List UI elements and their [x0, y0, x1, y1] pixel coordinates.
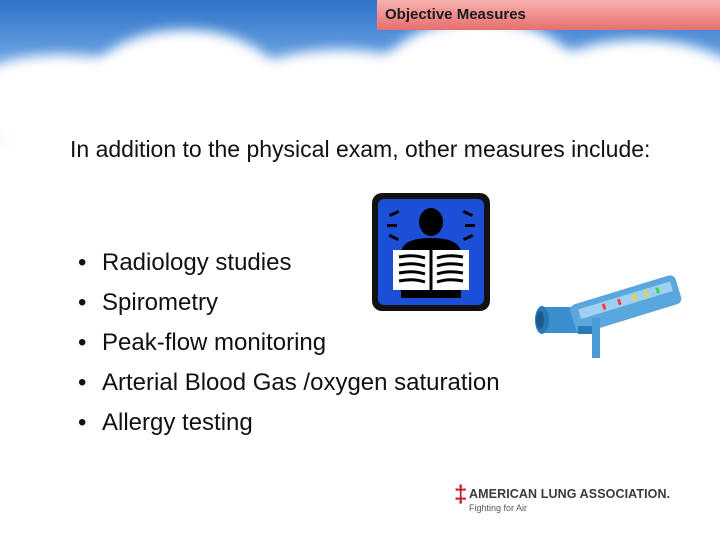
list-item: • Arterial Blood Gas /oxygen saturation	[78, 369, 500, 396]
logo-tagline: Fighting for Air	[469, 503, 528, 513]
bullet-text: Radiology studies	[102, 249, 292, 276]
list-item: • Allergy testing	[78, 409, 253, 436]
list-item: • Spirometry	[78, 289, 219, 316]
bullet-text: Spirometry	[102, 289, 219, 316]
lorraine-cross-icon: ‡	[454, 481, 468, 508]
bullet-text: Peak-flow monitoring	[102, 329, 327, 356]
bullet-text: Arterial Blood Gas /oxygen saturation	[102, 369, 500, 396]
list-item: • Peak-flow monitoring	[78, 329, 327, 356]
peak-flow-meter-icon	[528, 262, 683, 362]
bullet-text: Allergy testing	[102, 409, 253, 436]
list-item: • Radiology studies	[78, 249, 292, 276]
xray-reading-icon	[371, 192, 491, 312]
logo-name: AMERICAN LUNG ASSOCIATION.	[469, 487, 671, 501]
slide-title: Objective Measures	[385, 6, 526, 23]
intro-text: In addition to the physical exam, other measures include:	[70, 136, 651, 162]
